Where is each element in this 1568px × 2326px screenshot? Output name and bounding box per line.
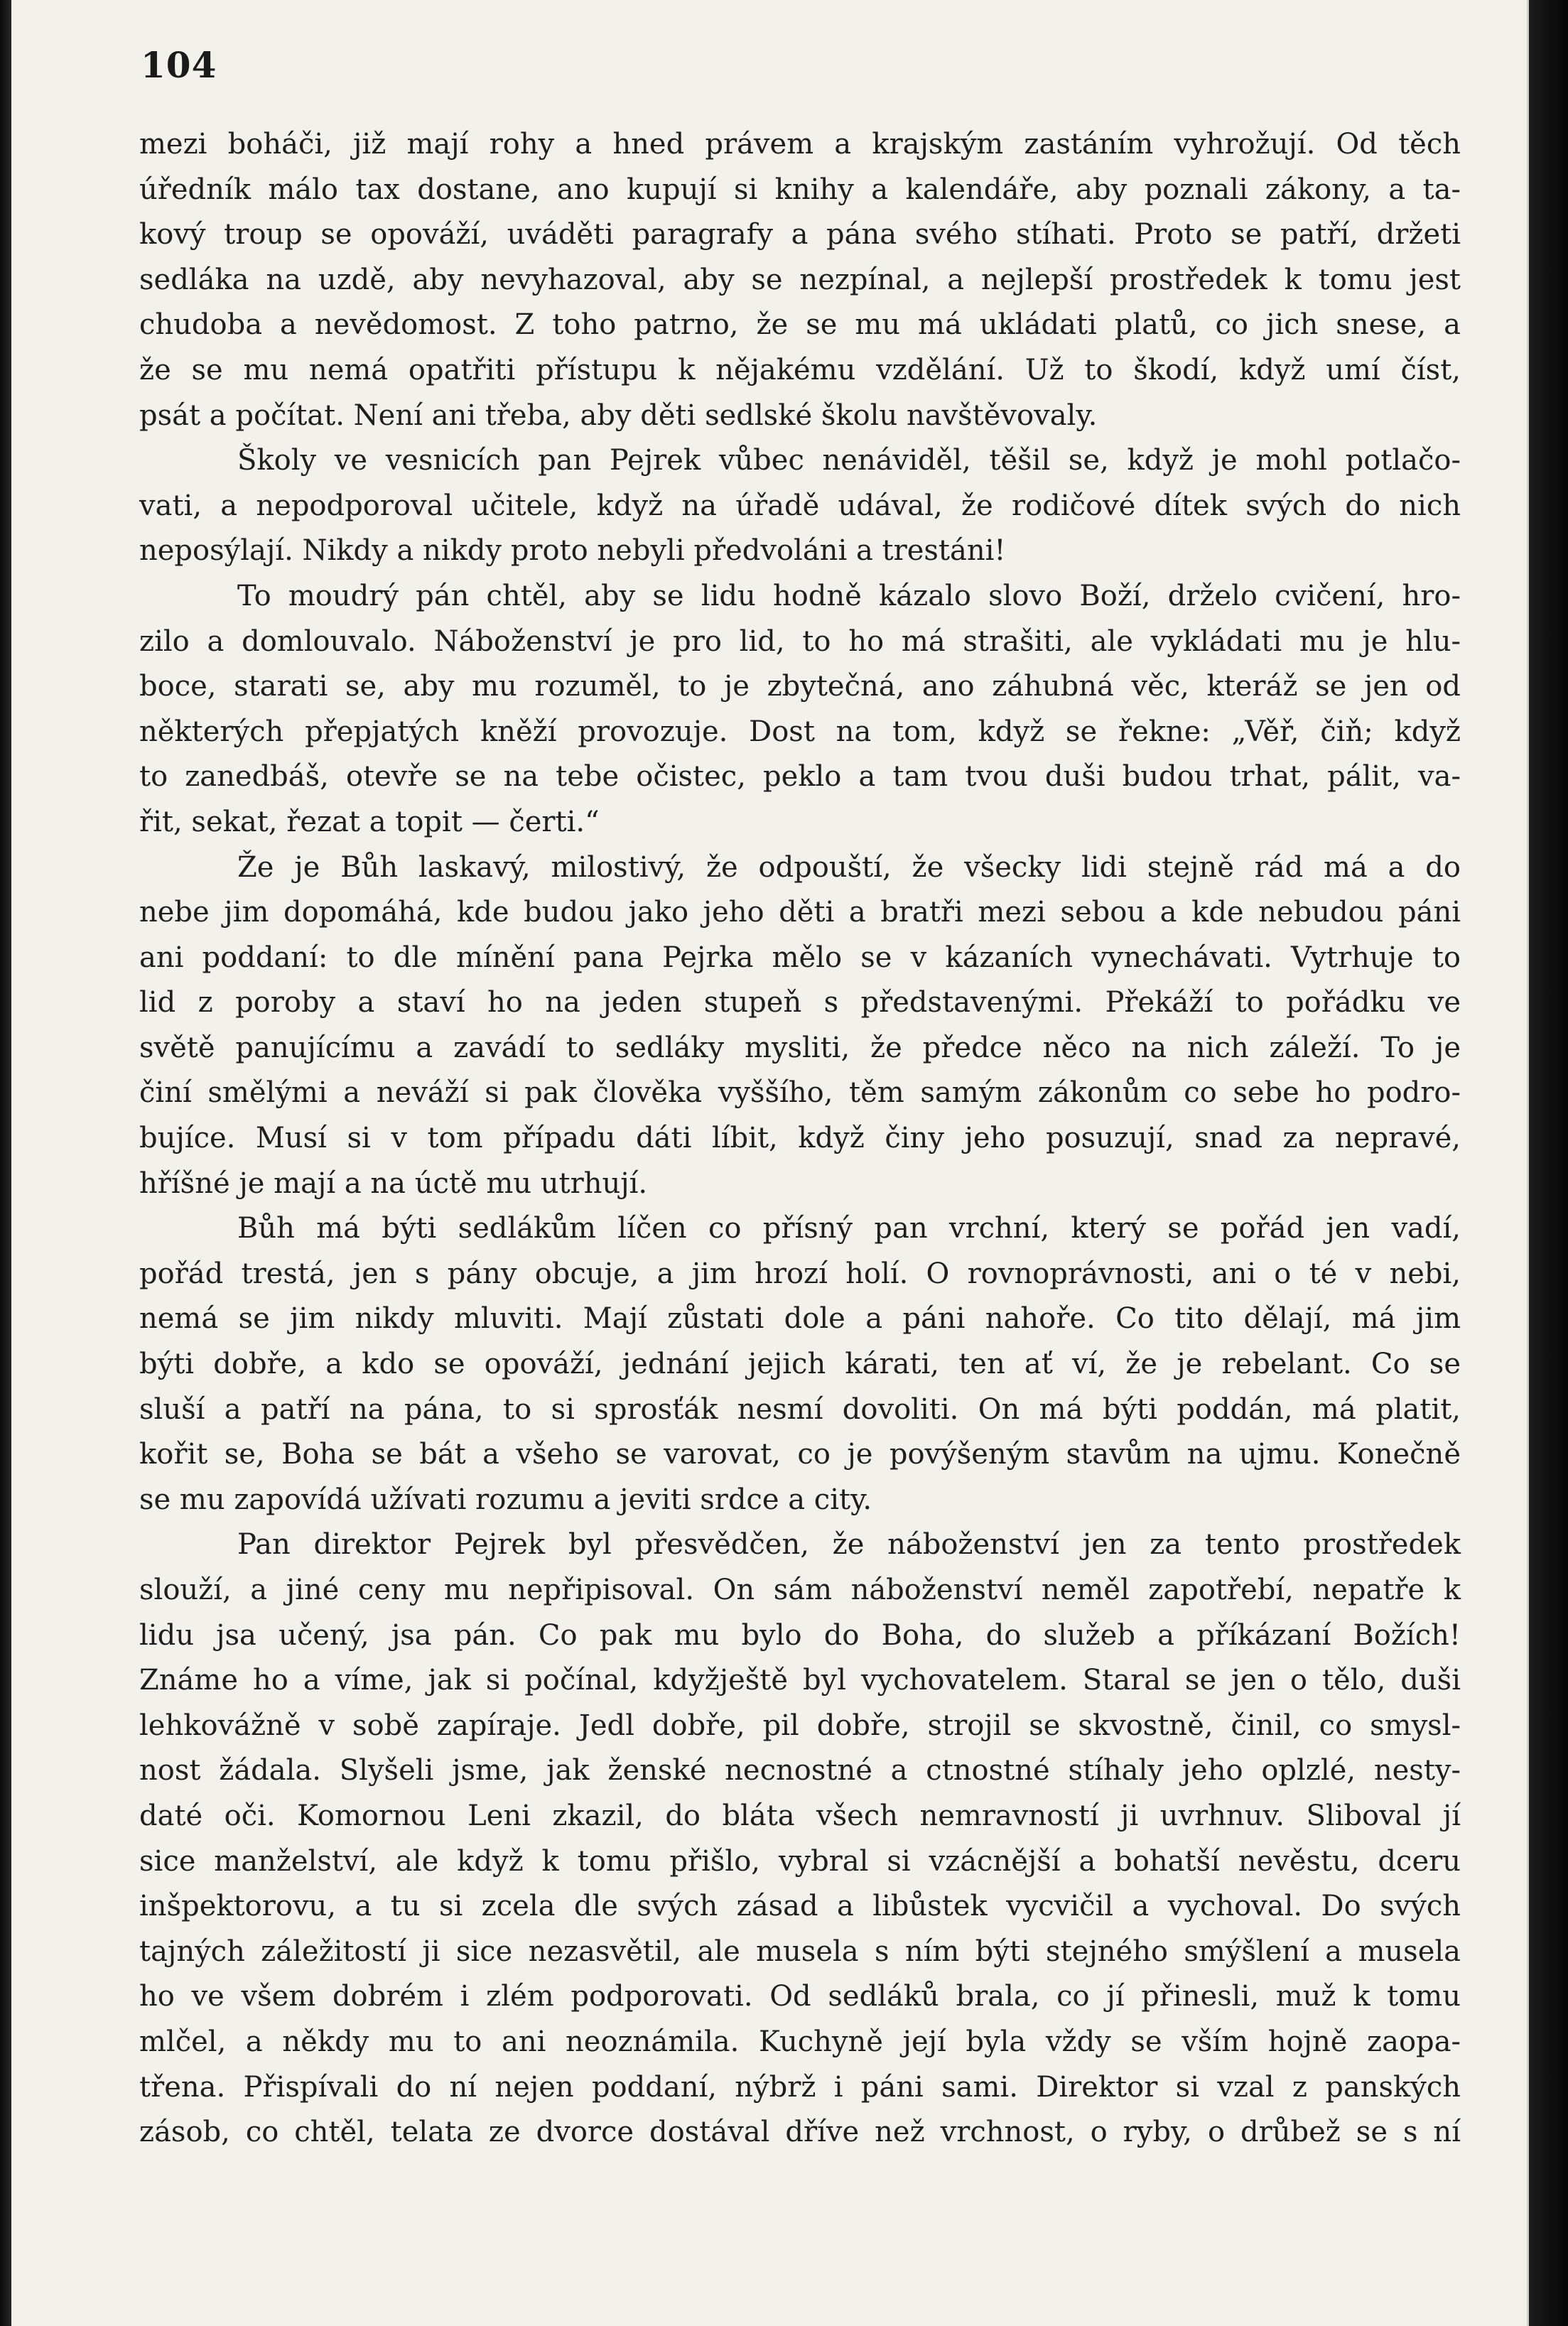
text-line: daté oči. Komornou Leni zkazil, do bláta všech nemravností ji uvrhnuv. Sliboval jí: [139, 1799, 1461, 1832]
text-line: zásob, co chtěl, telata ze dvorce dostával dříve než vrchnost, o ryby, o drůbež se s ní: [139, 2116, 1461, 2149]
text-line: nost žádala. Slyšeli jsme, jak ženské necnostné a ctnostné stíhaly jeho oplzlé, nesty-: [139, 1754, 1461, 1787]
text-line: pořád trestá, jen s pány obcuje, a jim hrozí holí. O rovnoprávnosti, ani o té v nebi,: [139, 1257, 1461, 1290]
text-line: neposýlají. Nikdy a nikdy proto nebyli předvoláni a trestáni!: [139, 534, 1006, 568]
text-line: úředník málo tax dostane, ano kupují si knihy a kalendáře, aby poznali zákony, a ta-: [139, 173, 1461, 206]
text-line: třena. Přispívali do ní nejen poddaní, nýbrž i páni sami. Direktor si vzal z panských: [139, 2070, 1461, 2104]
text-line: Pan direktor Pejrek byl přesvědčen, že náboženství jen za tento prostředek: [237, 1528, 1461, 1562]
book-page: [11, 0, 1529, 2326]
text-line: býti dobře, a kdo se opováží, jednání jejich kárati, ten ať ví, že je rebelant. Co se: [139, 1348, 1461, 1381]
text-line: vati, a nepodporoval učitele, když na úřadě udával, že rodičové dítek svých do nich: [139, 489, 1461, 522]
text-line: mlčel, a někdy mu to ani neoznámila. Kuchyně její byla vždy se vším hojně zaopa-: [139, 2025, 1461, 2058]
text-line: inšpektorovu, a tu si zcela dle svých zásad a libůstek vycvičil a vychoval. Do svých: [139, 1890, 1461, 1923]
text-line: kový troup se opováží, uváděti paragrafy a pána svého stíhati. Proto se patří, držeti: [139, 218, 1461, 251]
text-line: řit, sekat, řezat a topit — čerti.“: [139, 805, 600, 838]
text-line: činí smělými a neváží si pak člověka vyššího, těm samým zákonům co sebe ho podro-: [139, 1076, 1461, 1110]
text-line: kořit se, Boha se bát a všeho se varovat, co je povýšeným stavům na ujmu. Konečně: [139, 1438, 1461, 1471]
text-line: tajných záležitostí ji sice nezasvětil, ale musela s ním býti stejného smýšlení a musela: [139, 1935, 1461, 1968]
text-line: Známe ho a víme, jak si počínal, kdyžještě byl vychovatelem. Staral se jen o tělo, duši: [139, 1664, 1461, 1697]
text-line: hříšné je mají a na úctě mu utrhují.: [139, 1167, 648, 1200]
text-line: sice manželství, ale když k tomu přišlo, vybral si vzácnější a bohatší nevěstu, dceru: [139, 1844, 1461, 1878]
text-line: sedláka na uzdě, aby nevyhazoval, aby se nezpínal, a nejlepší prostředek k tomu jest: [139, 263, 1461, 296]
text-line: Že je Bůh laskavý, milostivý, že odpouští, že všecky lidi stejně rád má a do: [237, 850, 1461, 884]
text-line: světě panujícímu a zavádí to sedláky mysliti, že předce něco na nich záleží. To je: [139, 1031, 1461, 1064]
text-line: chudoba a nevědomost. Z toho patrno, že se mu má ukládati platů, co jich snese, a: [139, 308, 1461, 342]
scan-shadow: [1529, 0, 1568, 2326]
text-line: že se mu nemá opatřiti přístupu k nějakému vzdělání. Už to škodí, když umí číst,: [139, 353, 1461, 386]
text-line: lehkovážně v sobě zapíraje. Jedl dobře, pil dobře, strojil se skvostně, činil, co smysl-: [139, 1709, 1461, 1742]
text-line: lid z poroby a staví ho na jeden stupeň s představenými. Překáží to pořádku ve: [139, 986, 1461, 1019]
text-line: to zanedbáš, otevře se na tebe očistec, peklo a tam tvou duši budou trhat, pálit, va-: [139, 760, 1461, 794]
text-line: některých přepjatých kněží provozuje. Dost na tom, když se řekne: „Věř, čiň; když: [139, 715, 1461, 748]
text-line: Bůh má býti sedlákům líčen co přísný pan vrchní, který se pořád jen vadí,: [237, 1212, 1461, 1245]
text-line: ho ve všem dobrém i zlém podporovati. Od sedláků brala, co jí přinesli, muž k tomu: [139, 1980, 1461, 2013]
text-line: boce, starati se, aby mu rozuměl, to je zbytečná, ano záhubná věc, kteráž se jen od: [139, 670, 1461, 703]
text-line: nebe jim dopomáhá, kde budou jako jeho děti a bratři mezi sebou a kde nebudou páni: [139, 896, 1461, 929]
text-line: psát a počítat. Není ani třeba, aby děti sedlské školu navštěvovaly.: [139, 399, 1098, 432]
text-line: sluší a patří na pána, to si sprosťák nesmí dovoliti. On má býti poddán, má platit,: [139, 1392, 1461, 1426]
text-line: mezi boháči, již mají rohy a hned právem a krajským zastáním vyhrožují. Od těch: [139, 128, 1461, 161]
text-line: bujíce. Musí si v tom případu dáti líbit, když činy jeho posuzují, snad za nepravé,: [139, 1122, 1461, 1155]
text-line: lidu jsa učený, jsa pán. Co pak mu bylo do Boha, do služeb a příkázaní Božích!: [139, 1618, 1461, 1652]
text-line: Školy ve vesnicích pan Pejrek vůbec nenáviděl, těšil se, když je mohl potlačo-: [237, 444, 1461, 477]
text-line: ani poddaní: to dle mínění pana Pejrka mělo se v kázaních vynechávati. Vytrhuje to: [139, 941, 1461, 974]
text-line: slouží, a jiné ceny mu nepřipisoval. On sám náboženství neměl zapotřebí, nepatře k: [139, 1574, 1461, 1606]
body-text: [139, 122, 1461, 2155]
text-line: zilo a domlouvalo. Náboženství je pro lid, to ho má strašiti, ale vykládati mu je hlu-: [139, 624, 1461, 658]
text-line: nemá se jim nikdy mluviti. Mají zůstati dole a páni nahoře. Co tito dělají, má jim: [139, 1302, 1461, 1336]
text-line: se mu zapovídá užívati rozumu a jeviti srdce a city.: [139, 1483, 872, 1516]
text-line: To moudrý pán chtěl, aby se lidu hodně kázalo slovo Boží, drželo cvičení, hro-: [237, 579, 1461, 612]
page-number: 104: [141, 44, 217, 86]
